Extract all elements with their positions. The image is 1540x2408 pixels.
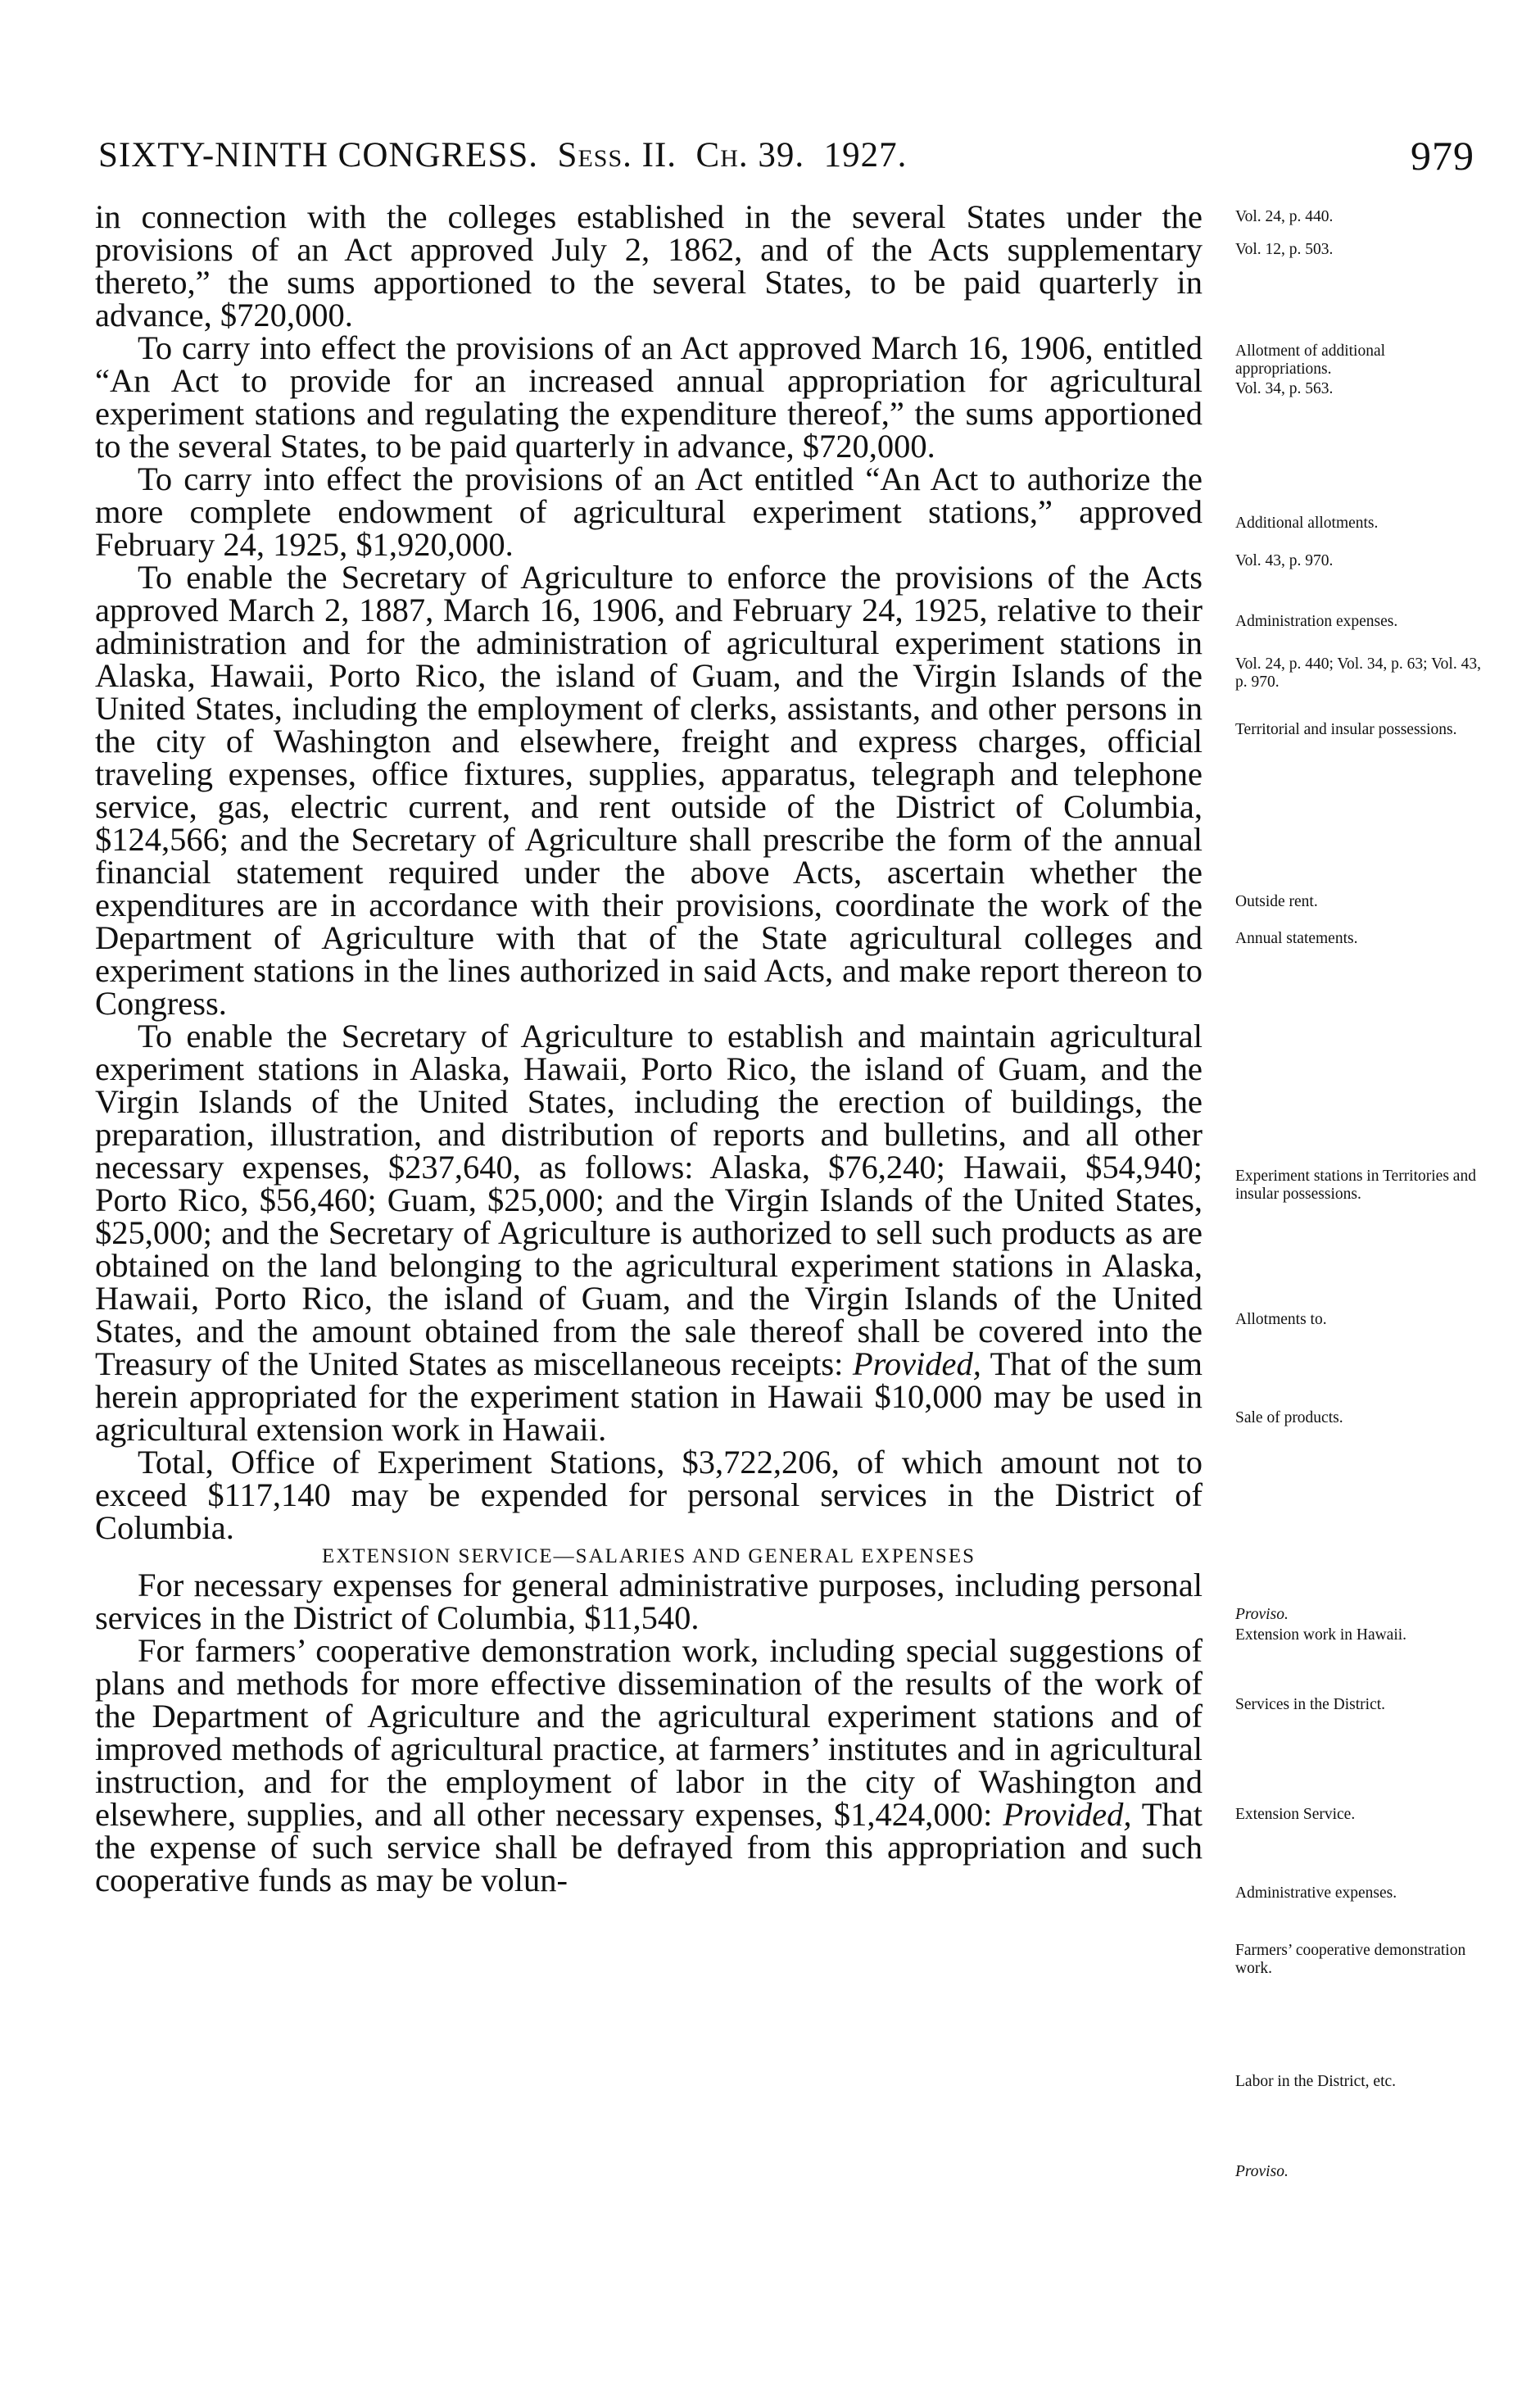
proviso-label: Proviso.: [1235, 2163, 1289, 2180]
paragraph-5: [95, 1020, 1203, 1446]
margin-note: Additional allotments.: [1235, 515, 1379, 532]
margin-note: Administrative expenses.: [1235, 1884, 1397, 1902]
section-heading: EXTENSION SERVICE—SALARIES AND GENERAL EXPENSES: [321, 1545, 976, 1567]
margin-note: Vol. 24, p. 440.: [1235, 208, 1334, 225]
margin-note: Administration expenses.: [1235, 613, 1398, 630]
margin-note: Extension work in Hawaii.: [1235, 1626, 1407, 1644]
proviso-label: Proviso.: [1235, 1606, 1289, 1623]
margin-note: [1235, 2163, 1481, 2181]
header-session: Sess. II.: [557, 136, 677, 175]
header-congress: SIXTY-NINTH CONGRESS.: [98, 136, 539, 175]
header-title: [98, 127, 907, 184]
header-year: 1927.: [823, 136, 908, 175]
margin-note: Vol. 43, p. 970.: [1235, 552, 1334, 569]
margin-note: [1235, 1606, 1481, 1624]
margin-note: Allotment of additional appropriations.: [1235, 342, 1386, 378]
proviso-word: Provided,: [1003, 1796, 1132, 1833]
body-text: [95, 198, 1203, 1898]
running-header: [98, 127, 1474, 184]
paragraph-1: in connection with the colleges established in the several States under the provisions of an Act approved July 2, 1862, and of the Acts supplementary thereto,” the sums apportioned to the several States, to be paid quarterly in advance, $720,000.: [95, 198, 1203, 333]
margin-note: Farmers’ cooperative demonstration work.: [1235, 1942, 1466, 1977]
margin-note: Labor in the District, etc.: [1235, 2073, 1397, 2090]
margin-note: Vol. 34, p. 563.: [1235, 380, 1334, 397]
margin-note: Extension Service.: [1235, 1806, 1356, 1823]
paragraph-6: Total, Office of Experiment Stations, $3,722,206, of which amount not to exceed $117,140 may be expended for personal services in the District of Columbia.: [95, 1444, 1203, 1546]
margin-note: Territorial and insular possessions.: [1235, 721, 1457, 738]
proviso-word: Provided,: [852, 1345, 981, 1382]
margin-note: Experiment stations in Territories and insular possessions.: [1235, 1168, 1476, 1203]
paragraph-3: To carry into effect the provisions of an Act entitled “An Act to authorize the more complete endowment of agricultural experiment stations,” approved February 24, 1925, $1,920,000.: [95, 460, 1203, 563]
margin-note: Annual statements.: [1235, 930, 1358, 947]
paragraph-8: [95, 1632, 1203, 1898]
paragraph-8-main: For farmers’ cooperative demonstration work, including special suggestions of plans and methods for more effective dissemination of the results of the work of the Department of Agriculture and the agricultural experiment stations and of improved methods of agricultural practice, at farmers’ institutes and in agricultural instruction, and for the employment of labor in the city of Washington and elsewhere, supplies, and all other necessary expenses, $1,424,000:: [95, 1632, 1203, 1833]
paragraph-5-main: To enable the Secretary of Agriculture to establish and maintain agricultural experiment stations in Alaska, Hawaii, Porto Rico, the island of Guam, and the Virgin Islands of the United States, including the erection of buildings, the preparation, illustration, and distribution of reports and bulletins, and all other necessary expenses, $237,640, as follows: Alaska, $76,240; Hawaii, $54,940; Porto Rico, $56,460; Guam, $25,000; and the Virgin Islands of the United States, $25,000; and the Secretary of Agriculture is authorized to sell such products as are obtained on the land belonging to the agricultural experiment stations in Alaska, Hawaii, Porto Rico, the island of Guam, and the Virgin Islands of the United States, and the amount obtained from the sale thereof shall be covered into the Treasury of the United States as miscellaneous receipts:: [95, 1018, 1203, 1382]
paragraph-2: To carry into effect the provisions of an Act approved March 16, 1906, entitled “An Act to provide for an increased annual appropriation for agricultural experiment stations and regulating the expenditure thereof,” the sums apportioned to the several States, to be paid quarterly in advance, $720,000.: [95, 329, 1203, 465]
paragraph-8-proviso: That the expense of such service shall be defrayed from this appropriation and such cooperative funds as may be volun-: [95, 1796, 1203, 1898]
margin-note: Sale of products.: [1235, 1409, 1343, 1426]
margin-note: Outside rent.: [1235, 893, 1318, 910]
margin-note: Vol. 24, p. 440; Vol. 34, p. 63; Vol. 43, p. 970.: [1235, 655, 1481, 691]
header-chapter: Ch. 39.: [695, 136, 805, 175]
paragraph-5-proviso: That of the sum herein appropriated for the experiment station in Hawaii $10,000 may be used in agricultural extension work in Hawaii.: [95, 1345, 1203, 1448]
margin-note: Services in the District.: [1235, 1696, 1386, 1713]
margin-note: Allotments to.: [1235, 1311, 1327, 1328]
page-number: 979: [1411, 133, 1474, 179]
paragraph-7: For necessary expenses for general administrative purposes, including personal services in the District of Columbia, $11,540.: [95, 1567, 1203, 1636]
paragraph-4: To enable the Secretary of Agriculture to enforce the provisions of the Acts approved March 2, 1887, March 16, 1906, and February 24, 1925, relative to their administration and for the administration of agricultural experiment stations in Alaska, Hawaii, Porto Rico, the island of Guam, and the Virgin Islands of the United States, including the employment of clerks, assistants, and other persons in the city of Washington and elsewhere, freight and express charges, official traveling expenses, office fixtures, supplies, apparatus, telegraph and telephone service, gas, electric current, and rent outside of the District of Columbia, $124,566; and the Secretary of Agriculture shall prescribe the form of the annual financial statement required under the above Acts, ascertain whether the expenditures are in accordance with their provisions, coordinate the work of the Department of Agriculture with that of the State agricultural colleges and experiment stations in the lines authorized in said Acts, and make report thereon to Congress.: [95, 559, 1203, 1022]
margin-note: Vol. 12, p. 503.: [1235, 241, 1334, 258]
